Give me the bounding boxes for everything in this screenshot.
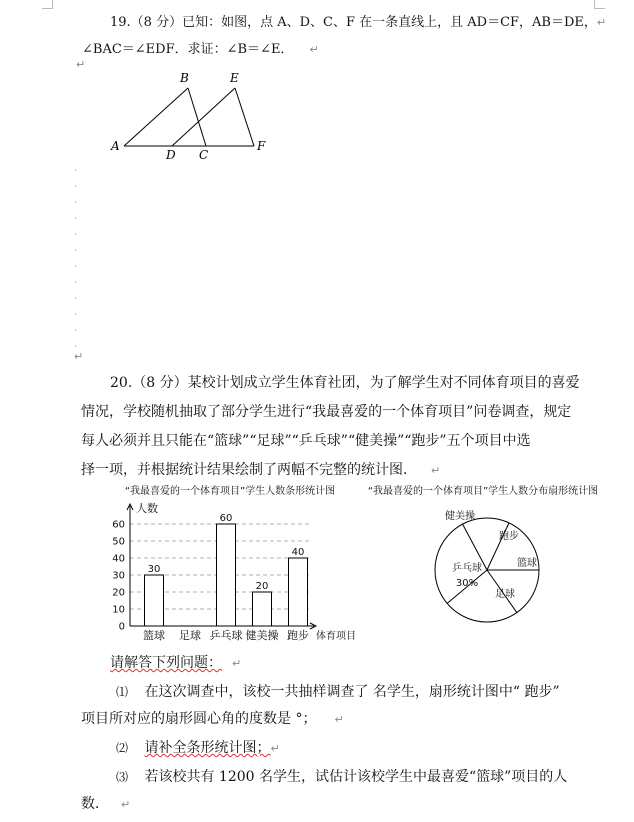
y-tick-label: 10 — [112, 604, 125, 616]
pie-chart-title: “我最喜爱的一个体育项目”学生人数分布扇形统计图 — [367, 486, 599, 497]
q20-sub1-cont: 项目所对应的扇形圆心角的度数是 °； ↵ — [81, 711, 344, 727]
q20-sub3: ⑶ 若该校共有 1200 名学生，试估计该校学生中最喜爱“篮球”项目的人 — [116, 769, 568, 785]
point-f-label: F — [257, 139, 266, 153]
bar-篮球 — [145, 575, 164, 626]
pie-percent-label: 30% — [455, 578, 479, 589]
sub2-number: ⑵ — [116, 741, 129, 755]
bar-chart-xlabel: 体育项目 — [316, 631, 356, 642]
pie-label-篮球: 篮球 — [517, 558, 537, 569]
return-mark: ↵ — [431, 464, 441, 477]
paragraph-mark: · — [74, 326, 77, 336]
paragraph-mark: · — [74, 310, 77, 320]
point-d-label: D — [166, 148, 176, 162]
bar-value-label: 30 — [147, 564, 161, 575]
bar-value-label: 60 — [219, 513, 233, 524]
x-tick-label: 乒乓球 — [209, 629, 243, 642]
paragraph-mark: · — [74, 182, 77, 192]
bar-健美操 — [253, 592, 272, 626]
page-corner-mark-left — [42, 0, 53, 9]
paragraph-mark: · — [74, 230, 77, 240]
q20-line1: 20.（8 分）某校计划成立学生体育社团，为了解学生对不同体育项目的喜爱 — [110, 375, 580, 391]
paragraph-mark: · — [74, 342, 77, 352]
return-mark: ↵ — [309, 43, 319, 56]
paragraph-mark: · — [74, 246, 77, 256]
bar-chart-title: “我最喜爱的一个体育项目”学生人数条形统计图 — [124, 486, 336, 497]
return-mark: ↵ — [334, 713, 344, 726]
y-tick-label: 50 — [112, 536, 125, 548]
bar-chart — [100, 480, 365, 645]
y-tick-label: 0 — [118, 621, 125, 633]
q19-line1: 19.（8 分）已知：如图，点 A、D、C、F 在一条直线上，且 AD＝CF，AB＝DE，↵ — [110, 15, 607, 30]
return-mark: ↵ — [270, 742, 280, 755]
bar-value-label: 20 — [255, 581, 269, 592]
q20-sub2: ⑵ 请补全条形统计图；↵ — [116, 740, 280, 756]
return-mark: ↵ — [121, 798, 131, 811]
segment-ab — [124, 88, 188, 146]
q20-line2: 情况，学校随机抽取了部分学生进行“我最喜爱的一个体育项目”问卷调查，规定 — [81, 404, 572, 420]
q19-line2: ∠BAC＝∠EDF．求证：∠B＝∠E． ↵ — [82, 42, 319, 57]
pie-label-乒乓球: 乒乓球 — [452, 563, 482, 574]
bar-value-label: 40 — [291, 547, 305, 558]
point-a-label: A — [111, 139, 120, 153]
pie-label-足球: 足球 — [495, 589, 515, 600]
segment-ef — [235, 88, 254, 146]
q20-prompt: 请解答下列问题： ↵ — [110, 655, 242, 671]
y-tick-label: 40 — [112, 553, 125, 565]
return-mark: ↵ — [232, 657, 242, 670]
q20-line4: 择一项，并根据统计结果绘制了两幅不完整的统计图． ↵ — [81, 462, 441, 478]
bar-乒乓球 — [217, 524, 236, 626]
x-tick-label: 篮球 — [143, 629, 165, 642]
paragraph-mark: · — [74, 278, 77, 288]
paragraph-mark: · — [74, 214, 77, 224]
paragraph-mark: · — [74, 262, 77, 272]
bar-跑步 — [289, 558, 308, 626]
return-mark: ↵ — [596, 16, 607, 29]
pie-chart — [365, 480, 605, 630]
point-e-label: E — [230, 71, 239, 85]
paragraph-mark: · — [74, 294, 77, 304]
paragraph-mark: · — [74, 166, 77, 176]
sub1-number: ⑴ — [116, 685, 129, 699]
x-tick-label: 跑步 — [287, 629, 309, 642]
bar-chart-ylabel: 人数 — [136, 502, 158, 515]
pie-label-健美操: 健美操 — [445, 511, 475, 522]
x-tick-label: 健美操 — [245, 629, 279, 642]
return-mark: ↵ — [74, 350, 84, 363]
return-mark: ↵ — [76, 58, 86, 71]
q20-sub1: ⑴ 在这次调查中，该校一共抽样调查了 名学生，扇形统计图中“ 跑步” — [116, 684, 560, 700]
pie-label-跑步: 跑步 — [499, 531, 519, 542]
y-tick-label: 60 — [112, 519, 125, 531]
geometry-figure — [108, 66, 278, 166]
sub3-number: ⑶ — [116, 770, 129, 784]
point-b-label: B — [180, 71, 189, 85]
y-tick-label: 20 — [112, 587, 125, 599]
page-corner-mark-right — [594, 0, 605, 9]
point-c-label: C — [199, 148, 209, 162]
q20-line3: 每人必须并且只能在“篮球”“足球”“乒乓球”“健美操”“跑步”五个项目中选 — [81, 433, 531, 449]
paragraph-mark: · — [74, 198, 77, 208]
y-tick-label: 30 — [112, 570, 125, 582]
x-tick-label: 足球 — [179, 629, 201, 642]
q20-sub3-cont: 数． ↵ — [81, 796, 131, 812]
